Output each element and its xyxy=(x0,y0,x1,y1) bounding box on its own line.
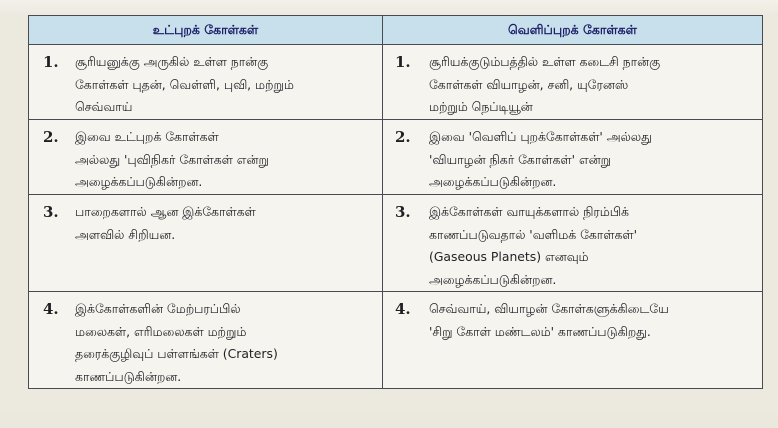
row-number: 1. xyxy=(395,53,411,71)
outer-cell-3 xyxy=(383,195,763,292)
table-row xyxy=(29,120,763,195)
inner-text: சூரியனுக்கு அருகில் உள்ள நான்கு கோள்கள் புதன், வெள்ளி, புவி, மற்றும் செவ்வாய் xyxy=(75,54,294,114)
table-row xyxy=(29,195,763,292)
header-outer-planets: வெளிப்புறக் கோள்கள் xyxy=(383,16,763,45)
outer-text: செவ்வாய், வியாழன் கோள்களுக்கிடையே 'சிறு கோள் மண்டலம்' காணப்படுகிறது. xyxy=(429,301,669,339)
row-number: 3. xyxy=(43,203,59,221)
row-number: 4. xyxy=(395,300,411,318)
table-row xyxy=(29,292,763,389)
outer-text: இக்கோள்கள் வாயுக்களால் நிரம்பிக் காணப்படுவதால் 'வளிமக் கோள்கள்' (Gaseous Planets) எனவும் அழைக்கப்படுகின்றன. xyxy=(429,204,637,287)
inner-cell-1 xyxy=(29,45,383,120)
row-number: 1. xyxy=(43,53,59,71)
inner-text: பாறைகளால் ஆன இக்கோள்கள் அளவில் சிறியன. xyxy=(75,204,256,242)
row-number: 2. xyxy=(395,128,411,146)
inner-cell-2 xyxy=(29,120,383,195)
inner-text: இக்கோள்களின் மேற்பரப்பில் மலைகள், எரிமலைகள் மற்றும் தரைக்குழிவுப் பள்ளங்கள் (Craters) காணப்படுகின்றன. xyxy=(75,301,278,384)
outer-text: இவை 'வெளிப் புறக்கோள்கள்' அல்லது 'வியாழன் நிகர் கோள்கள்' என்று அழைக்கப்படுகின்றன. xyxy=(429,129,652,189)
table-header-row xyxy=(29,16,763,45)
planet-comparison-table xyxy=(28,15,763,389)
header-inner-planets: உட்புறக் கோள்கள் xyxy=(29,16,383,45)
inner-cell-3 xyxy=(29,195,383,292)
row-number: 2. xyxy=(43,128,59,146)
page-bottom-margin xyxy=(0,412,778,428)
table-row xyxy=(29,45,763,120)
outer-text: சூரியக்குடும்பத்தில் உள்ள கடைசி நான்கு கோள்கள் வியாழன், சனி, யுரேனஸ் மற்றும் நெப்டியூன் xyxy=(429,54,661,114)
row-number: 4. xyxy=(43,300,59,318)
outer-cell-2 xyxy=(383,120,763,195)
inner-cell-4 xyxy=(29,292,383,389)
row-number: 3. xyxy=(395,203,411,221)
outer-cell-1 xyxy=(383,45,763,120)
outer-cell-4 xyxy=(383,292,763,389)
inner-text: இவை உட்புறக் கோள்கள் அல்லது 'புவிநிகர் கோள்கள் என்று அழைக்கப்படுகின்றன. xyxy=(75,129,269,189)
